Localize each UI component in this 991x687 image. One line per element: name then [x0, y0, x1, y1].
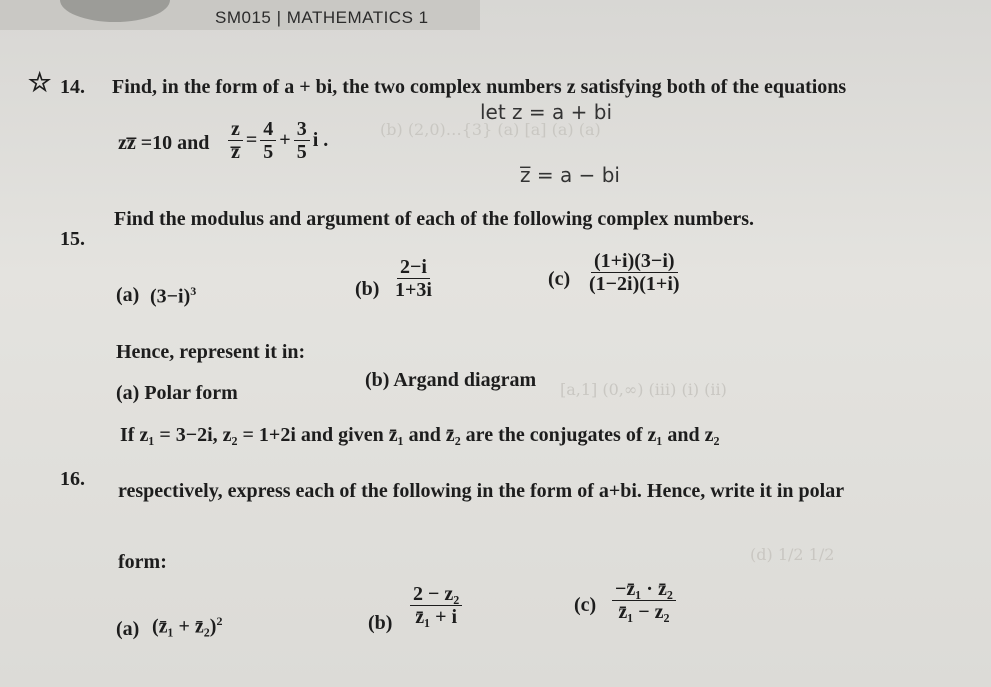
fraction-numerator: z [228, 118, 243, 141]
option-a-expression [152, 614, 222, 639]
option-a-label: (a) [116, 284, 140, 306]
equation-one: zz̅ =10 and [118, 132, 210, 154]
option-b-label: (b) [355, 278, 380, 300]
equation-tail: i . [312, 129, 329, 151]
handwritten-note: let z = a + bi [480, 100, 613, 124]
fraction-numerator: 2 − z₂ [410, 583, 462, 606]
question-line: respectively, express each of the following in the form of a+bi. Hence, write it in polar [118, 480, 845, 502]
question-line: form: [118, 551, 167, 573]
option-a-expression [150, 284, 196, 309]
option-c-label: (c) [548, 268, 571, 290]
question-number: 14. [60, 76, 85, 98]
fraction-denominator: z̄₁ + i [415, 606, 458, 628]
hence-text: Hence, represent it in: [116, 341, 306, 363]
option-a-label: (a) [116, 618, 140, 640]
fraction-numerator: 3 [294, 118, 310, 141]
fraction-numerator: (1+i)(3−i) [591, 250, 678, 273]
option-b-fraction [392, 256, 435, 301]
expression-base: (3−i) [150, 285, 191, 308]
question-number: 16. [60, 468, 85, 490]
expression-power: 3 [190, 284, 197, 298]
question-text: Find, in the form of a + bi, the two complex numbers z satisfying both of the equations [112, 76, 847, 98]
polar-form-item: (a) Polar form [116, 382, 238, 404]
fraction-denominator: z̅ [231, 141, 240, 163]
option-c-fraction [612, 578, 676, 623]
equation-two: $\frac{z}{z̅}$ = $\frac{4}{5}$ + $\frac{3}{5}$ i . [228, 118, 328, 163]
question-line: If z₁ = 3−2i, z₂ = 1+2i and given z̄₁ and z̄₂ are the conjugates of z₁ and z₂ [120, 424, 720, 446]
option-b-fraction [410, 583, 462, 628]
fraction-numerator: 4 [260, 118, 276, 141]
bleed-through-mark: [a,1] (0,∞) (iii) (i) (ii) [560, 380, 727, 399]
page-header-title: SM015 | MATHEMATICS 1 [215, 8, 429, 27]
fraction-denominator: 5 [296, 141, 307, 163]
fraction-denominator: 1+3i [395, 279, 432, 301]
bleed-through-mark: (d) 1/2 1/2 [750, 545, 835, 564]
handwritten-note: z̅ = a − bi [520, 163, 620, 187]
argand-diagram-item: (b) Argand diagram [365, 369, 537, 391]
fraction-numerator: 2−i [397, 256, 430, 279]
option-b-label: (b) [368, 612, 393, 634]
fraction-denominator: (1−2i)(1+i) [589, 273, 680, 295]
expression-power: 2 [216, 614, 223, 628]
fraction-numerator: −z̄₁ · z̄₂ [612, 578, 676, 601]
option-c-fraction [586, 250, 683, 295]
star-icon: ☆ [28, 68, 52, 97]
question-number: 15. [60, 228, 85, 250]
bleed-through-mark: (b) (2,0)…{3} (a) [a] (a) (a) [380, 120, 601, 139]
option-c-label: (c) [574, 594, 597, 616]
question-text: Find the modulus and argument of each of the following complex numbers. [114, 208, 755, 230]
fraction-denominator: 5 [263, 141, 274, 163]
expression-base: (z̄₁ + z̄₂) [152, 615, 217, 638]
fraction-denominator: z̄₁ − z₂ [618, 601, 670, 623]
